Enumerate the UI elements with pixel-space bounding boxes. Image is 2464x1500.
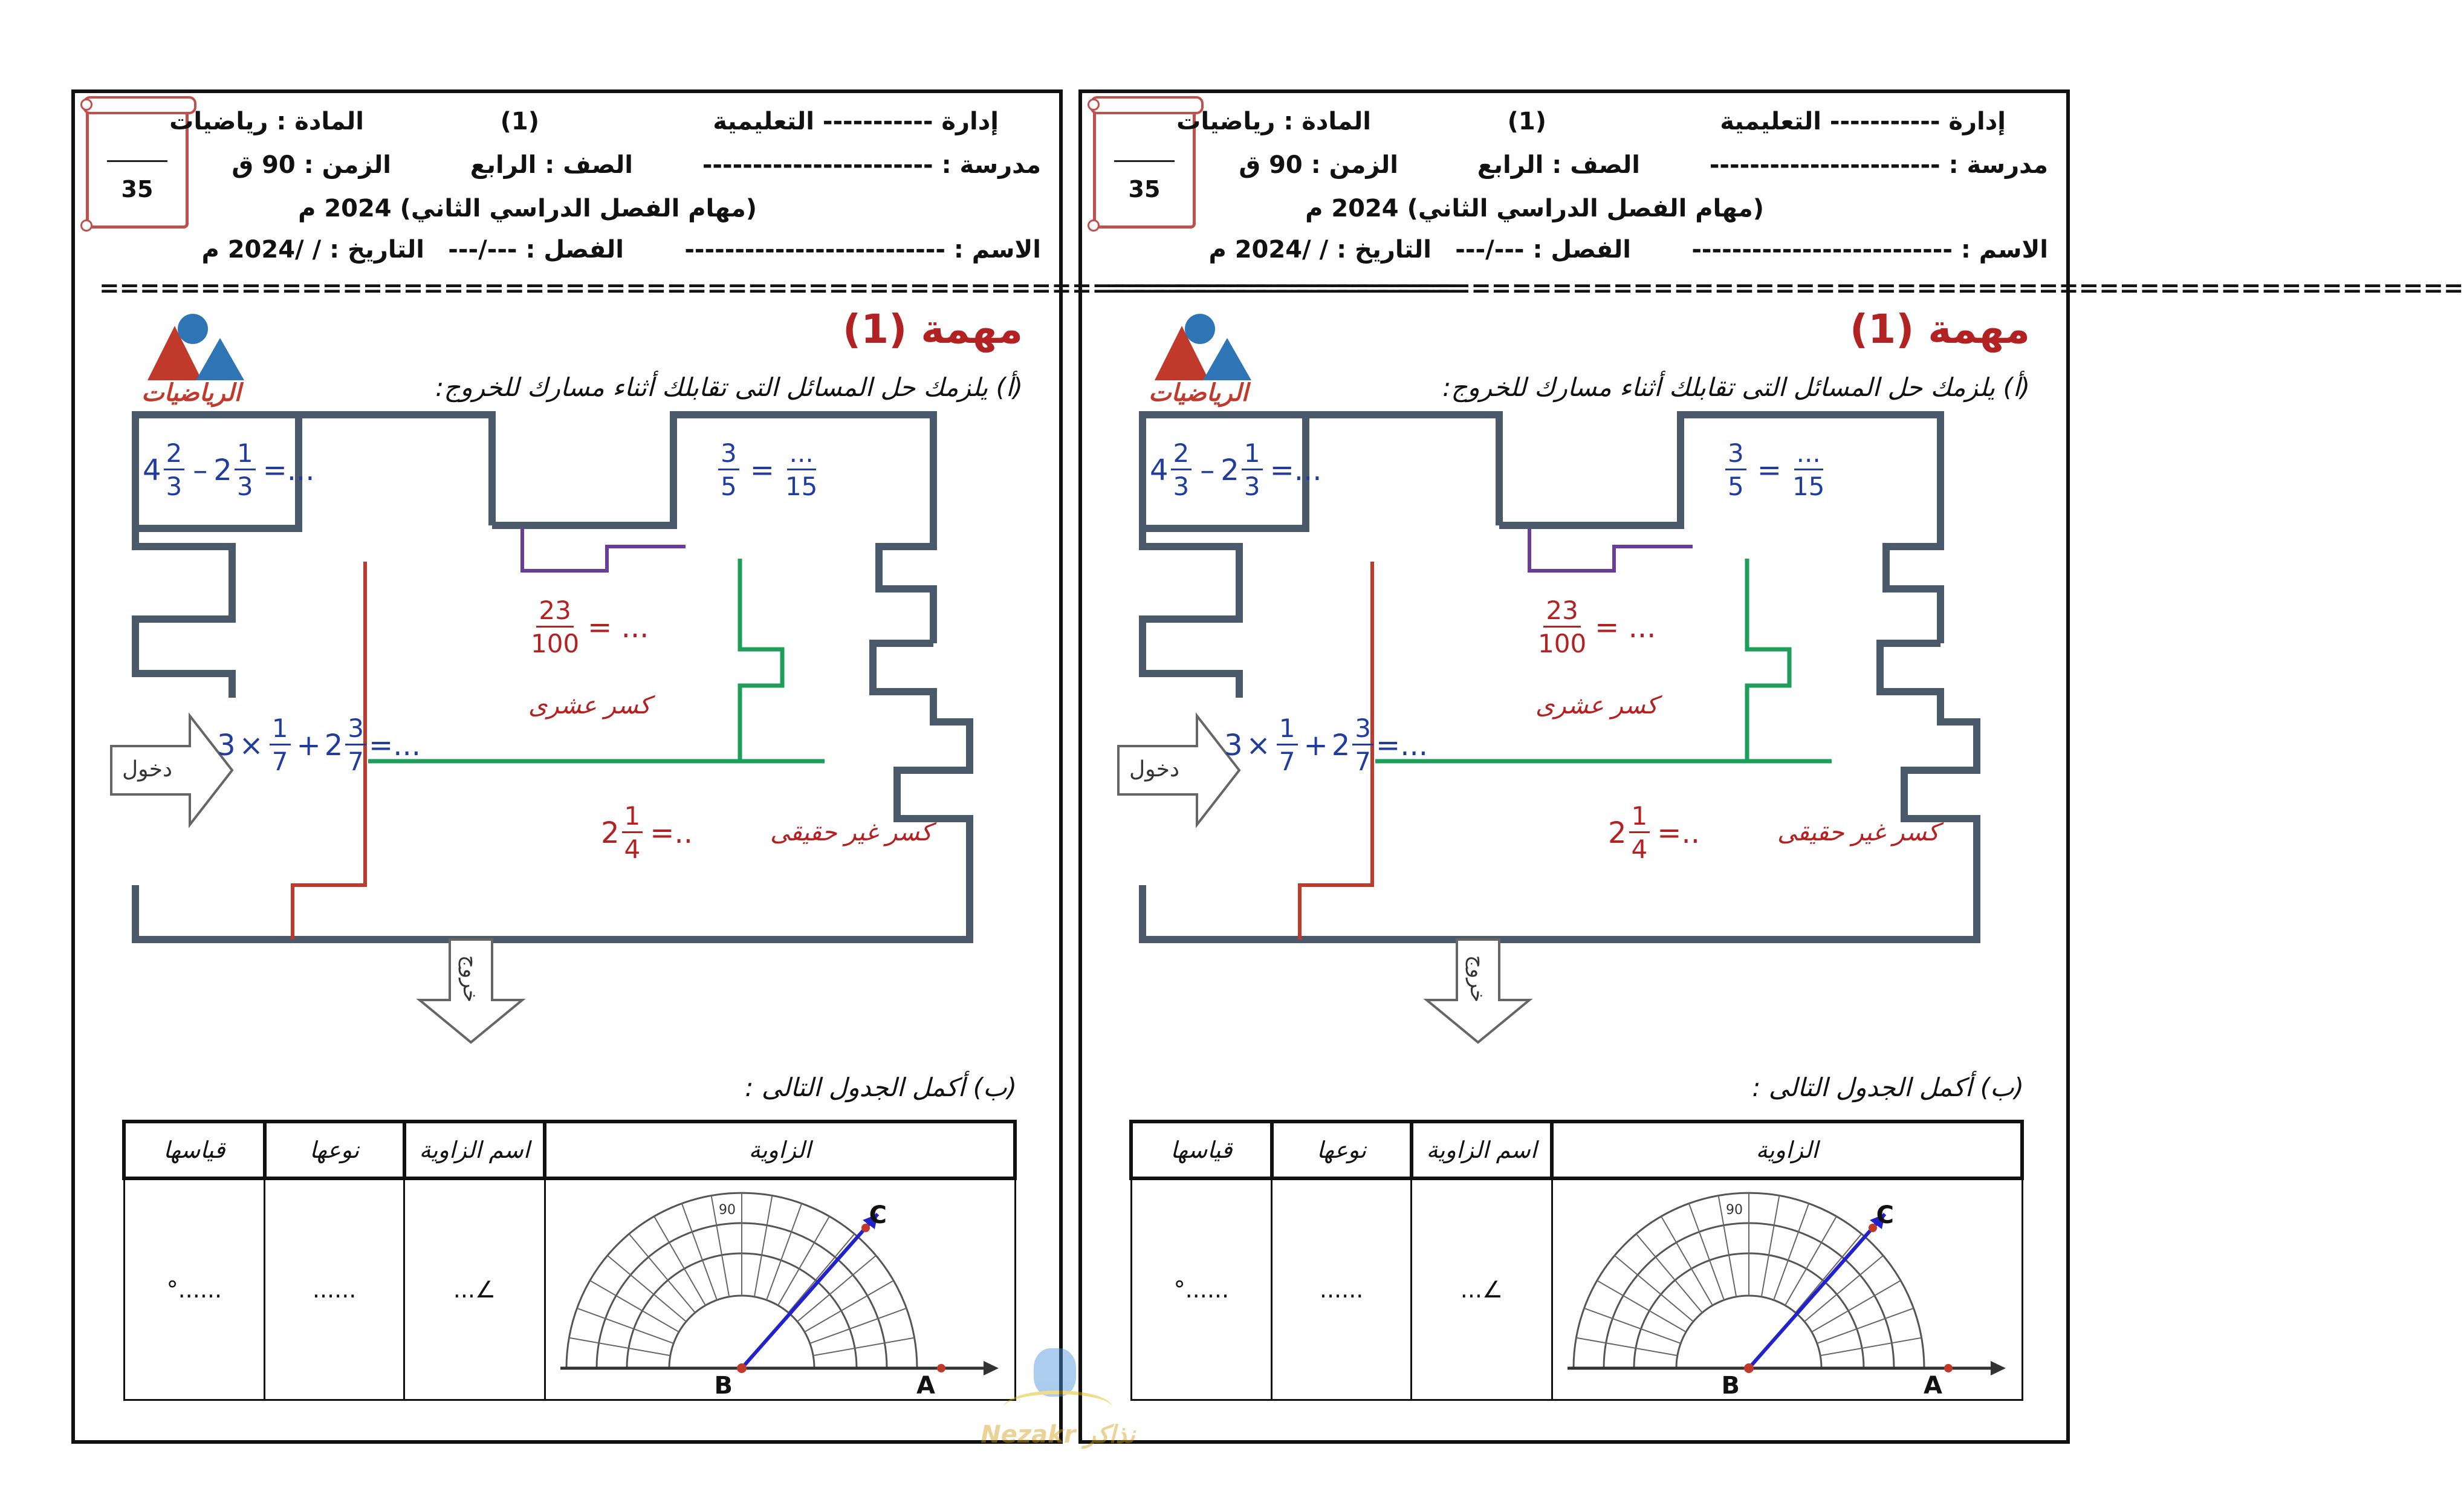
owl-icon — [1034, 1348, 1076, 1397]
date-field: التاريخ : / /2024 م — [1208, 236, 1431, 264]
maze-diagram — [1118, 407, 2037, 1003]
protractor-cell — [1552, 1178, 2022, 1400]
expression-equivalent-fraction: $\frac{3}{5}$ = $\frac{...}{15}$ — [716, 441, 820, 499]
date-field: التاريخ : / /2024 م — [201, 236, 424, 264]
student-name-field: الاسم : -------------------------- — [1691, 236, 2048, 264]
grade-label: الصف : الرابع — [470, 151, 633, 179]
protractor-tick — [681, 1203, 716, 1300]
admin-label: إدارة ----------- التعليمية — [1720, 108, 2006, 135]
total-score: 35 — [1128, 176, 1161, 203]
book-icon — [1003, 1391, 1112, 1424]
semester-label: (مهام الفصل الدراسي الثاني) 2024 م — [298, 195, 757, 222]
purple-path — [522, 528, 686, 571]
label-c: C — [1876, 1201, 1894, 1229]
expression-multiply-add: 3 × $\frac{1}{7}$ + 2 $\frac{3}{7}$ =... — [217, 713, 421, 776]
logo-figure — [178, 314, 208, 344]
task-number: (1) — [1507, 108, 1546, 135]
label-b: B — [714, 1372, 733, 1400]
angles-table — [1129, 1120, 2024, 1401]
vertex-b — [737, 1363, 747, 1373]
question-b: (ب) أكمل الجدول التالى : — [745, 1073, 1017, 1102]
task-number: (1) — [500, 108, 539, 135]
protractor — [548, 1181, 1014, 1398]
table-row — [124, 1178, 1015, 1400]
header-angle-measure: قياسها — [124, 1122, 265, 1178]
expression-mixed-to-improper: 2 $\frac{1}{4}$ =.. — [1608, 801, 1700, 864]
math-logo — [1130, 302, 1312, 407]
protractor-arc — [669, 1296, 814, 1368]
grade-label: الصف : الرابع — [1477, 151, 1640, 179]
question-b: (ب) أكمل الجدول التالى : — [1752, 1073, 2024, 1102]
label-c: C — [869, 1201, 887, 1229]
time-label: الزمن : 90 ق — [1239, 151, 1398, 179]
header-angle-type: نوعها — [1272, 1122, 1412, 1178]
angle-name-cell: ∠... — [404, 1178, 545, 1400]
header-angle-name: اسم الزاوية — [1412, 1122, 1552, 1178]
angle-measure-cell: ......° — [1131, 1178, 1272, 1400]
angle-type-cell: ...... — [1272, 1178, 1412, 1400]
expression-mixed-subtraction: 4 $\frac{2}{3}$ – 2 $\frac{1}{3}$ =... — [1150, 438, 1322, 501]
expression-decimal-fraction: $\frac{23}{100}$ = ... — [531, 596, 649, 658]
logo-text: الرياضيات — [1149, 379, 1248, 407]
protractor-figure — [1555, 1181, 2021, 1398]
maze-wall — [1143, 528, 1239, 698]
task-title: مهمة (1) — [1850, 306, 2030, 352]
question-a: (أ) يلزمك حل المسائل التى تقابلك أثناء مسارك للخروج: — [1442, 372, 2030, 402]
maze-wall — [299, 415, 492, 525]
expression-mixed-subtraction: 4 $\frac{2}{3}$ – 2 $\frac{1}{3}$ =... — [143, 438, 315, 501]
label-a: A — [916, 1372, 935, 1400]
expression-decimal-fraction: $\frac{23}{100}$ = ... — [1538, 596, 1656, 658]
protractor-tick — [1576, 1338, 1677, 1356]
protractor-cell — [545, 1178, 1015, 1400]
question-a: (أ) يلزمك حل المسائل التى تقابلك أثناء مسارك للخروج: — [435, 372, 1023, 402]
green-path-vertical — [1747, 559, 1789, 761]
label-b: B — [1721, 1372, 1740, 1400]
protractor-tick — [754, 1195, 772, 1296]
table-row — [1131, 1178, 2022, 1400]
header-separator: =================================================================== — [1106, 274, 2464, 302]
protractor-arc — [1676, 1296, 1821, 1368]
maze-wall — [1306, 415, 1499, 525]
subject-label: المادة : رياضيات — [169, 108, 364, 135]
label-improper-fraction: كسر غير حقيقى — [1777, 819, 1939, 846]
exit-label: خروج — [1465, 955, 1490, 1003]
score-fraction-line — [1114, 160, 1175, 162]
label-decimal-fraction: كسر عشرى — [1535, 692, 1658, 719]
point-a-dot — [937, 1364, 945, 1372]
admin-label: إدارة ----------- التعليمية — [713, 108, 999, 135]
maze-wall — [135, 643, 970, 940]
scroll-curl — [80, 219, 92, 232]
protractor-tick — [1688, 1203, 1723, 1300]
protractor-tick — [767, 1203, 802, 1300]
maze-diagram — [111, 407, 1030, 1003]
green-path-vertical — [740, 559, 782, 761]
angles-table — [122, 1120, 1017, 1401]
logo-text: الرياضيات — [141, 379, 241, 407]
protractor-figure — [548, 1181, 1014, 1398]
subject-label: المادة : رياضيات — [1176, 108, 1371, 135]
arrow-a — [1991, 1361, 2006, 1375]
semester-label: (مهام الفصل الدراسي الثاني) 2024 م — [1305, 195, 1764, 222]
math-logo — [123, 302, 305, 407]
label-a: A — [1923, 1372, 1942, 1400]
angle-measure-cell: ......° — [124, 1178, 265, 1400]
header-angle: الزاوية — [545, 1122, 1015, 1178]
watermark-text: Nezakr نذاكر — [981, 1421, 1135, 1449]
worksheet-page — [1078, 89, 2464, 1444]
vertex-b — [1744, 1363, 1754, 1373]
protractor-tick — [577, 1308, 673, 1343]
protractor-tick — [1774, 1203, 1809, 1300]
total-score: 35 — [121, 176, 154, 203]
task-title: مهمة (1) — [843, 306, 1023, 352]
scroll-curl — [1088, 219, 1100, 232]
protractor-90-mark: 90 — [718, 1203, 736, 1218]
exit-label: خروج — [458, 955, 483, 1003]
logo-triangle — [1203, 338, 1251, 380]
purple-path — [1529, 528, 1693, 571]
logo-figure — [1185, 314, 1215, 344]
header-angle-name: اسم الزاوية — [404, 1122, 545, 1178]
header-angle-type: نوعها — [265, 1122, 404, 1178]
header-angle-measure: قياسها — [1131, 1122, 1272, 1178]
protractor-tick — [1584, 1308, 1681, 1343]
protractor-tick — [813, 1338, 914, 1356]
logo-triangle — [196, 338, 244, 380]
scroll-curl — [1088, 99, 1100, 111]
protractor-tick — [569, 1338, 670, 1356]
class-field: الفصل : ---/--- — [1455, 236, 1631, 264]
expression-equivalent-fraction: $\frac{3}{5}$ = $\frac{...}{15}$ — [1723, 441, 1827, 499]
protractor-tick — [1761, 1195, 1779, 1296]
angle-type-cell: ...... — [265, 1178, 404, 1400]
protractor-90-mark: 90 — [1725, 1203, 1743, 1218]
nezakr-watermark — [979, 1336, 1136, 1457]
protractor-tick — [1817, 1308, 1913, 1343]
point-a-dot — [1944, 1364, 1953, 1372]
entry-label: دخول — [122, 757, 173, 782]
class-field: الفصل : ---/--- — [448, 236, 624, 264]
scroll-curl — [80, 99, 92, 111]
maze-wall — [135, 528, 232, 698]
entry-label: دخول — [1129, 757, 1180, 782]
school-label: مدرسة : ----------------------- — [1709, 151, 2048, 179]
protractor — [1555, 1181, 2021, 1398]
time-label: الزمن : 90 ق — [232, 151, 391, 179]
school-label: مدرسة : ----------------------- — [702, 151, 1041, 179]
protractor-tick — [809, 1308, 906, 1343]
protractor-tick — [1820, 1338, 1921, 1356]
label-improper-fraction: كسر غير حقيقى — [770, 819, 932, 846]
maze-wall — [1143, 643, 1977, 940]
expression-multiply-add: 3 × $\frac{1}{7}$ + 2 $\frac{3}{7}$ =... — [1224, 713, 1428, 776]
expression-mixed-to-improper: 2 $\frac{1}{4}$ =.. — [601, 801, 693, 864]
header-separator: =================================================================== — [99, 274, 1457, 302]
angle-name-cell: ∠... — [1412, 1178, 1552, 1400]
label-decimal-fraction: كسر عشرى — [528, 692, 651, 719]
header-angle: الزاوية — [1552, 1122, 2022, 1178]
score-fraction-line — [107, 160, 167, 162]
student-name-field: الاسم : -------------------------- — [684, 236, 1041, 264]
